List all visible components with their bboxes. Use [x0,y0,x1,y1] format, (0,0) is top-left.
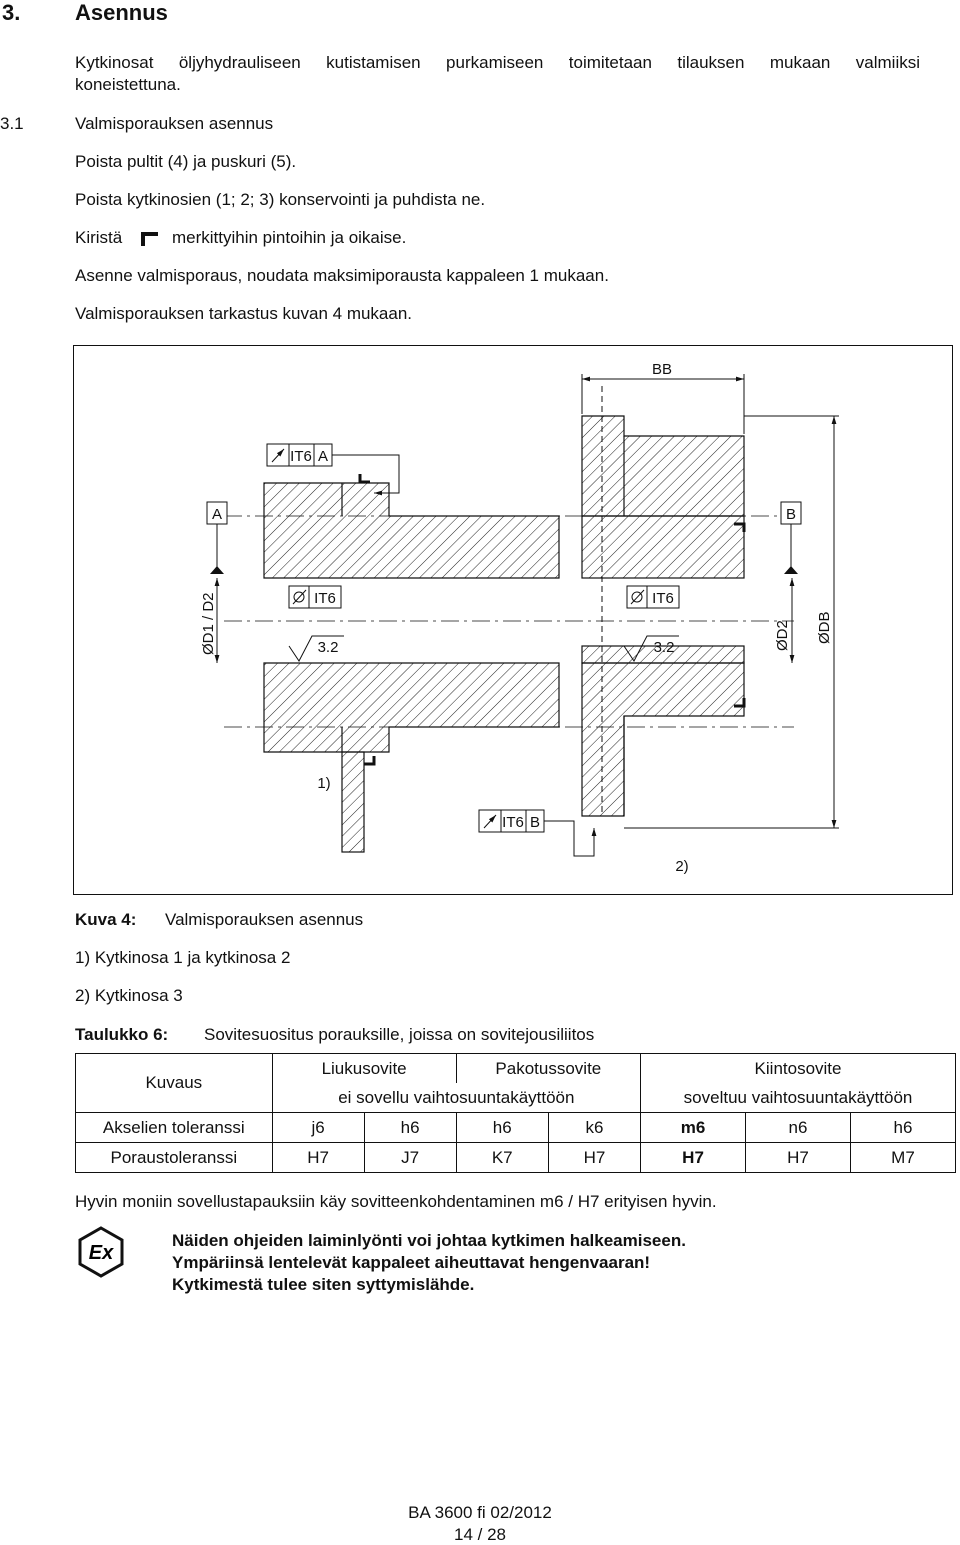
datum-a: A [211,506,223,523]
svg-text:Ex: Ex [88,1242,114,1264]
table-header-soveltuu: soveltuu vaihtosuuntakäyttöön [641,1083,956,1113]
part-1-label: 1) [317,775,331,792]
ex-warning-icon [77,1226,125,1278]
step-4: Asenne valmisporaus, noudata maksimiporausta kappaleen 1 mukaan. [75,266,609,285]
table-header-desc: Kuvaus [76,1054,273,1113]
subsection-title: Valmisporauksen asennus [75,114,274,133]
svg-text:B: B [529,814,541,831]
table-label: Taulukko 6: [75,1025,169,1044]
svg-text:IT6: IT6 [314,590,336,607]
figure-caption-label: Kuva 4: [75,910,137,929]
warning-text [172,1230,686,1296]
svg-text:IT6: IT6 [290,448,312,465]
dim-bb: BB [651,361,673,378]
table-header-kiinto: Kiintosovite [641,1054,956,1084]
figure-legend-2: 2) Kytkinosa 3 [75,986,183,1005]
runout-tolerance-b [479,810,594,856]
svg-text:ØD1 / D2: ØD1 / D2 [200,592,217,655]
figure-legend-1: 1) Kytkinosa 1 ja kytkinosa 2 [75,948,291,967]
part-2-label: 2) [675,858,689,875]
step-3-prefix: Kiristä [75,228,123,247]
table-row: Akselien toleranssi j6 h6 h6 k6 m6 n6 h6 [76,1113,956,1143]
svg-text:IT6: IT6 [652,590,674,607]
fit-note: Hyvin moniin sovellustapauksiin käy sovitteenkohdentaminen m6 / H7 erityisen hyvin. [75,1192,717,1211]
table-row: Poraustoleranssi H7 J7 K7 H7 H7 H7 M7 [76,1143,956,1173]
section-number: 3. [2,0,21,25]
footer-doc: BA 3600 fi 02/2012 [408,1503,552,1522]
table-header-liuku: Liukusovite [272,1054,456,1084]
svg-text:A: A [317,448,329,465]
step-5: Valmisporauksen tarkastus kuvan 4 mukaan. [75,304,413,323]
svg-text:IT6: IT6 [502,814,524,831]
dim-d1-d2 [200,578,217,663]
warning-line-1: Näiden ohjeiden laiminlyönti voi johtaa kytkimen halkeamiseen. [172,1231,686,1250]
figure-caption-text: Valmisporauksen asennus [165,910,364,929]
technical-drawing [74,346,954,896]
warning-line-3: Kytkimestä tulee siten syttymislähde. [172,1275,475,1294]
cylindricity-left [289,586,344,661]
warning-line-2: Ympäriinsä lentelevät kappaleet aiheuttavat hengenvaaran! [172,1253,651,1272]
intro-text: Kytkinosat öljyhydrauliseen kutistamisen purkamiseen toimitetaan tilauksen mukaan valmiiksi [75,53,920,72]
roughness-left: 3.2 [317,639,339,656]
table-header-ei-sovellu: ei sovellu vaihtosuuntakäyttöön [272,1083,640,1113]
step-1: Poista pultit (4) ja puskuri (5). [75,152,297,171]
roughness-right: 3.2 [653,639,675,656]
section-title: Asennus [75,0,168,25]
intro-text-cont: koneistettuna. [75,75,181,94]
datum-b: B [785,506,797,523]
step-3-suffix: merkittyihin pintoihin ja oikaise. [172,228,407,247]
part-1-section [264,483,559,852]
table-title: Sovitesuositus porauksille, joissa on sovitejousiliitos [204,1025,595,1044]
figure-frame [73,345,953,895]
svg-text:ØD2: ØD2 [774,620,791,651]
footer-page: 14 / 28 [454,1525,506,1544]
table-header-pakotus: Pakotussovite [456,1054,640,1084]
subsection-number: 3.1 [0,114,24,133]
dim-d2 [774,578,792,663]
fit-table [75,1053,956,1173]
svg-text:ØDB: ØDB [816,611,833,644]
step-2: Poista kytkinosien (1; 2; 3) konservointi ja puhdista ne. [75,190,486,209]
torque-mark-icon [140,229,162,247]
